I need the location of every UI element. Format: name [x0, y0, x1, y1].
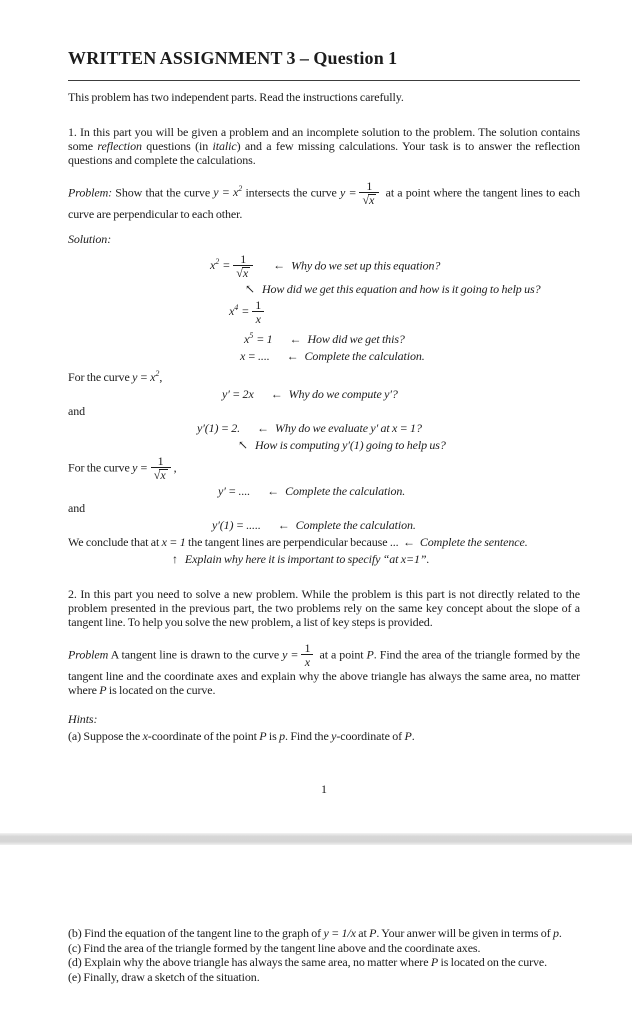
math-lhs: $x^5 = 1$	[244, 331, 273, 346]
math-p: p	[552, 926, 559, 940]
radical-sign: √	[362, 193, 370, 207]
math-y-equals-x-squared: $y = x^2$	[213, 184, 243, 200]
superscript: 4	[234, 303, 239, 313]
reflection-question: Why do we compute y′?	[288, 387, 398, 401]
fraction-denominator: x	[301, 654, 313, 669]
complete-sentence-note: Complete the sentence.	[419, 535, 528, 549]
solution-label: Solution:	[68, 232, 112, 246]
annotation-how-equation	[68, 282, 580, 297]
reflection-question: Complete the calculation.	[304, 349, 425, 363]
page-2	[0, 845, 632, 1024]
northwest-arrow-icon: ↖	[238, 438, 248, 452]
left-arrow-icon: ←	[273, 258, 286, 273]
math-lhs: y′(1) = .....	[212, 518, 261, 532]
conclusion-annotation	[68, 552, 580, 567]
math-lhs: $x^4$ =	[229, 303, 250, 319]
reflection-question: How did we get this?	[307, 332, 405, 346]
left-arrow-icon: ←	[286, 349, 299, 363]
math-lhs: y′ = ....	[218, 484, 251, 498]
fraction-denominator	[359, 192, 379, 207]
reflection-question: Why do we set up this equation?	[291, 258, 441, 273]
left-arrow-icon: ←	[257, 421, 269, 435]
fraction-one-over-sqrt-x	[233, 253, 253, 280]
math-lhs: $x^2$ =	[210, 257, 231, 273]
page-number: 1	[321, 782, 327, 796]
left-arrow-icon: ←	[277, 518, 290, 532]
math-point-P: P	[99, 683, 107, 697]
reflection-question: Complete the calculation.	[295, 518, 416, 532]
math-point-P: P	[259, 729, 267, 743]
conclusion-text: We conclude that at x = 1 the tangent lines are perpendicular because ... ← Complete the sentence.	[68, 535, 528, 549]
reflection-question: How is computing y′(1) going to help us?	[254, 438, 446, 452]
page-divider	[0, 833, 632, 845]
reflection-question: Why do we evaluate y′ at x = 1?	[274, 421, 422, 435]
item-d: (d) Explain why the above triangle has always the same area, no matter where P is located on the curve.	[68, 955, 548, 969]
math-y-equals: y =	[339, 185, 357, 200]
math-y-equals: y =	[282, 647, 299, 662]
intro-text: This problem has two independent parts. Read the instructions carefully.	[68, 90, 404, 104]
fraction-one-over-x	[301, 642, 313, 669]
problem1-text: at a point where the tangent lines to each curve are perpendicular to each other.	[68, 185, 580, 221]
equation-y-prime	[68, 387, 580, 402]
equation-x5	[68, 328, 580, 347]
equation-y-prime-blank	[68, 484, 580, 499]
reflection-question: Explain why here it is important to specify “at x=1”.	[184, 552, 430, 566]
and-text: and	[68, 404, 86, 418]
page-title: WRITTEN ASSIGNMENT 3 – Question 1	[68, 48, 398, 68]
fraction-numerator: 1	[255, 298, 262, 312]
and-text: and	[68, 501, 86, 515]
equation-x-blank	[68, 349, 580, 364]
up-arrow-icon: ↑	[172, 552, 178, 566]
math-y-equals: y =	[132, 460, 148, 475]
superscript: 2	[155, 369, 160, 378]
for-curve-x-squared-text: For the curve $y = x^2$,	[68, 369, 163, 384]
superscript: 2	[238, 184, 243, 194]
problem1-text: Show that the curve	[112, 185, 214, 200]
part1-reflection-italic: reflection	[97, 139, 142, 153]
part1-text: ) and a few missing calculations. Your task is to answer the reflection questions and complete the calculations.	[68, 139, 580, 167]
math-point-P: P	[430, 955, 439, 969]
problem1-text: intersects the curve	[242, 185, 340, 200]
for-curve-inv-sqrt-text: For the curve y = $\frac{1}{√x}$ ,	[68, 454, 177, 482]
item-b: (b) Find the equation of the tangent line to the graph of y = 1/x at P. Your anwer will be given in terms of p.	[68, 926, 562, 940]
problem1-label: Problem:	[68, 185, 113, 200]
item-c: (c) Find the area of the triangle formed by the tangent line above and the coordinate axes.	[68, 940, 481, 955]
math-point-P: P	[404, 729, 412, 743]
left-arrow-icon: ←	[270, 387, 283, 401]
math-lhs: y′(1) = 2.	[197, 421, 241, 435]
fraction-numerator: 1	[366, 179, 373, 193]
math-y: y	[331, 729, 337, 743]
math-point-P: P	[366, 647, 374, 662]
left-arrow-icon: ←	[267, 484, 280, 498]
fraction-numerator: 1	[304, 641, 311, 655]
math-p: p	[279, 729, 286, 743]
radical-argument: x	[369, 193, 375, 207]
equation-y-prime-at-1	[68, 421, 580, 436]
superscript: 2	[215, 257, 220, 267]
equation-y-prime-1-blank	[68, 518, 580, 533]
title-rule	[68, 80, 580, 81]
northwest-arrow-icon: ↖	[245, 282, 255, 296]
item-e: (e) Finally, draw a sketch of the situation.	[68, 969, 260, 984]
problem2-label: Problem	[68, 647, 109, 662]
left-arrow-icon: ←	[402, 535, 415, 549]
left-arrow-icon: ←	[289, 332, 302, 346]
part1-instructions	[68, 125, 580, 167]
math-y-equals-x-squared: $y = x^2$	[132, 369, 160, 384]
fraction-numerator: 1	[157, 454, 164, 468]
hints-label: Hints:	[68, 712, 98, 726]
math-point-P: P	[369, 926, 377, 940]
radical-argument: x	[242, 266, 249, 280]
part1-text: questions (in	[141, 139, 213, 153]
radical-sign: √	[153, 468, 161, 482]
fraction-numerator: 1	[240, 252, 247, 266]
radical-sign: √	[236, 266, 243, 280]
problem2-statement: Problem A tangent line is drawn to the curve y = $\frac{1}{x}$ at a point P. Find the area of the triangle formed by the tangent line and the coordinate axes and explain why the above triangle has always the same area, no matter where P is located on the curve.	[68, 641, 580, 697]
math-x-equals-1: x = 1	[161, 535, 186, 549]
problem1-statement	[68, 180, 580, 221]
math-y-equals-1-over-x: y = 1/x	[323, 926, 356, 940]
hint-a: (a) Suppose the x-coordinate of the point P is p. Find the y-coordinate of P.	[68, 729, 415, 743]
equation-x4	[68, 299, 580, 326]
reflection-question: How did we get this equation and how is it going to help us?	[261, 282, 541, 296]
fraction-one-over-x	[252, 299, 264, 326]
math-lhs: x = ....	[240, 349, 270, 363]
fraction-one-over-sqrt-x	[151, 455, 171, 482]
math-lhs: y′ = 2x	[222, 387, 254, 401]
superscript: 5	[249, 331, 254, 340]
part2-instructions: 2. In this part you need to solve a new problem. While the problem is this part is not directly related to the problem presented in the previous part, the two problems rely on the same key concept about the slope of a tangent line. To help you solve the new problem, a list of key steps is provided.	[68, 587, 580, 629]
math-x: x	[142, 729, 148, 743]
part1-italic-word: italic	[212, 139, 237, 153]
fraction-denominator	[151, 467, 171, 482]
radical-argument: x	[160, 468, 166, 482]
fraction-denominator: x	[252, 311, 264, 326]
fraction-one-over-sqrt-x	[359, 180, 379, 207]
annotation-how-computing	[68, 438, 580, 453]
reflection-question: Complete the calculation.	[285, 484, 406, 498]
part1-text: 1. In this part you will be given a problem and an incomplete solution to the problem. The solution contains some	[68, 125, 580, 153]
fraction-denominator	[233, 265, 253, 280]
equation-intersection	[68, 253, 580, 280]
